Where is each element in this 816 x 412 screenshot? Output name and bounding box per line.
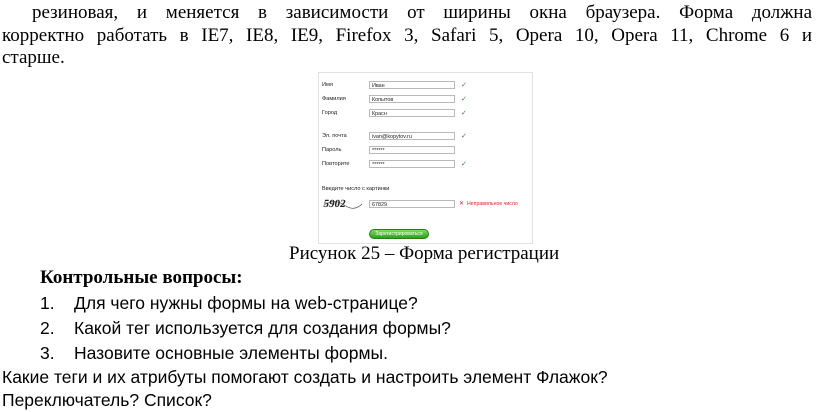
check-icon: ✓ <box>461 96 467 103</box>
submit-button[interactable]: Зарегистрироваться <box>369 229 429 239</box>
field-label: Повторите <box>322 161 350 167</box>
form-row-password-repeat <box>319 160 532 170</box>
form-row-captcha <box>319 200 532 210</box>
question-number: 3. <box>40 343 55 363</box>
form-row-surname <box>319 95 532 105</box>
question-text: Назовите основные элементы формы. <box>74 343 388 363</box>
check-icon: ✓ <box>461 82 467 89</box>
extra-question-line-1: Какие теги и их атрибуты помогают создать и настроить элемент Флажок? <box>2 367 608 387</box>
field-label: Фамилия <box>322 96 346 102</box>
field-label: Имя <box>322 82 333 88</box>
captcha-text: 5902 <box>322 198 347 210</box>
question-number: 2. <box>40 318 55 338</box>
check-icon: ✓ <box>461 110 467 117</box>
question-text: Какой тег используется для создания формы? <box>74 318 451 338</box>
check-icon: ✓ <box>461 161 467 168</box>
question-item <box>40 317 451 339</box>
intro-line-2: корректно работать в IE7, IE8, IE9, Firefox 3, Safari 5, Opera 10, Opera 11, Chrome 6 и <box>2 24 812 46</box>
form-row-password <box>319 146 532 156</box>
form-row-city <box>319 109 532 119</box>
surname-input[interactable]: Копытов <box>369 95 455 103</box>
check-icon: ✓ <box>461 133 467 140</box>
field-label: Город <box>322 110 338 116</box>
intro-paragraph <box>2 2 812 70</box>
question-item <box>40 342 388 364</box>
field-label: Пароль <box>322 147 342 153</box>
name-input[interactable]: Иван <box>369 81 455 89</box>
intro-line-1: резиновая, и меняется в зависимости от ширины окна браузера. Форма должна <box>32 2 812 23</box>
figure-caption: Рисунок 25 – Форма регистрации <box>289 243 560 264</box>
captcha-error: Неправильное число <box>467 201 518 207</box>
error-icon: ✕ <box>459 201 465 207</box>
question-text: Для чего нужны формы на web-странице? <box>74 293 418 313</box>
captcha-prompt: Введите число с картинки <box>322 186 390 192</box>
questions-heading: Контрольные вопросы: <box>40 267 243 288</box>
password-input[interactable]: ****** <box>369 146 455 154</box>
form-row-name <box>319 81 532 91</box>
password-repeat-input[interactable]: ****** <box>369 160 455 168</box>
question-item <box>40 292 418 314</box>
intro-line-3: старше. <box>2 47 65 68</box>
email-input[interactable]: ivan@kopytov.ru <box>369 132 455 140</box>
question-number: 1. <box>40 293 55 313</box>
form-row-email <box>319 132 532 142</box>
extra-question-line-2: Переключатель? Список? <box>2 390 212 410</box>
field-label: Эл. почта <box>322 133 347 139</box>
city-input[interactable]: Красн <box>369 109 455 117</box>
captcha-input[interactable]: 67829 <box>369 200 455 208</box>
registration-form-figure <box>318 72 533 244</box>
